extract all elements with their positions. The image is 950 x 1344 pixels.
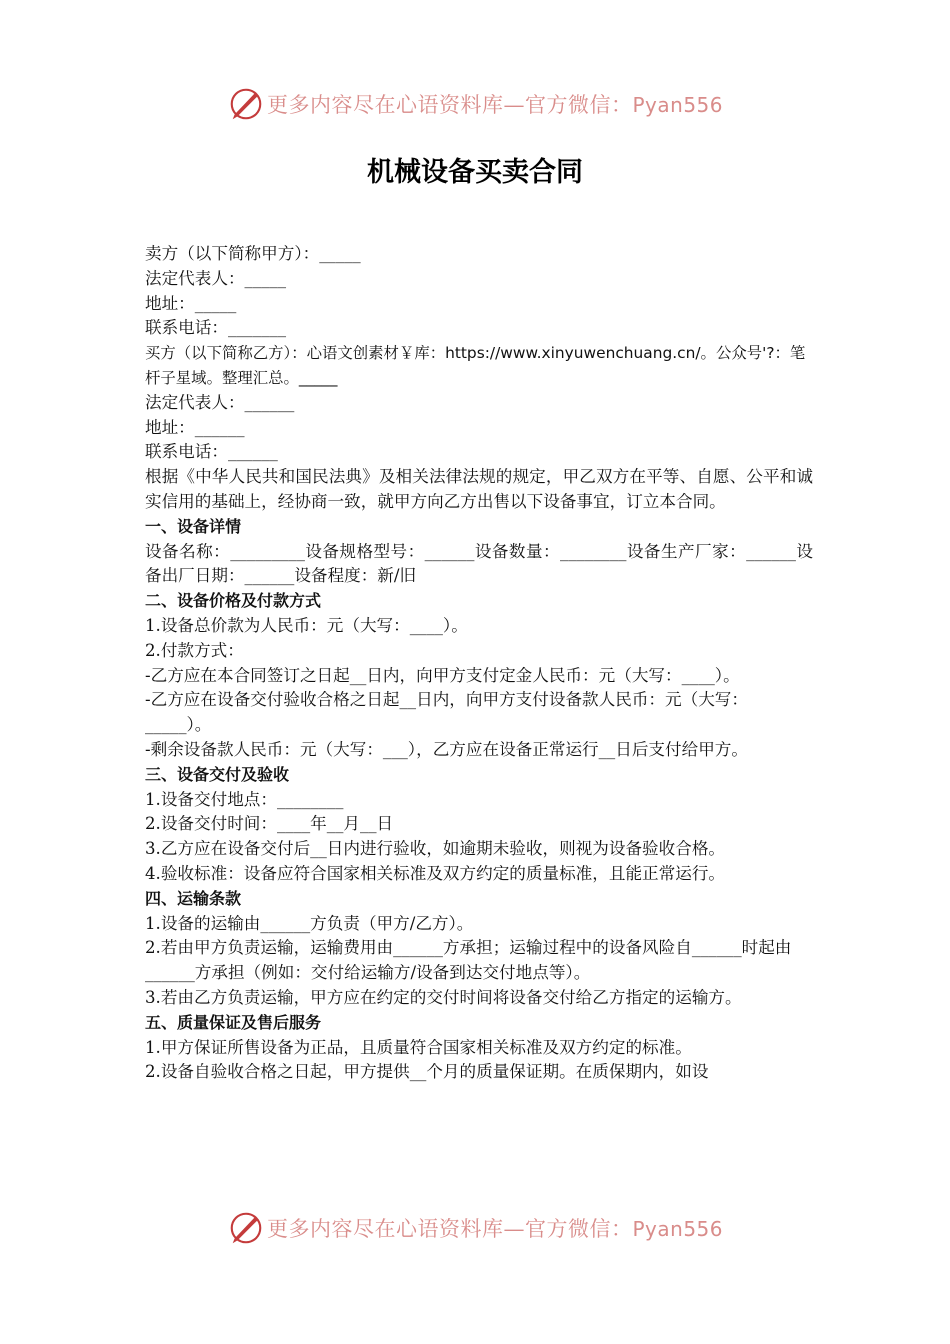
watermark-text: 更多内容尽在心语资料库—官方微信：Pyan556 — [266, 1217, 723, 1241]
buyer-address-line: 地址：______ — [145, 417, 245, 437]
clause-paragraph: 2.若由甲方负责运输，运输费用由______方承担；运输过程中的设备风险自______时起由______方承担（例如：交付给运输方/设备到达交付地点等）。 — [145, 938, 792, 983]
section-heading: 一、设备详情 — [145, 516, 242, 536]
clause-paragraph: 2.设备自验收合格之日起，甲方提供__个月的质量保证期。在质保期内，如设 — [145, 1062, 709, 1082]
watermark-footer — [0, 1206, 950, 1250]
section-heading: 二、设备价格及付款方式 — [145, 591, 322, 611]
seller-line: 卖方（以下简称甲方）：_____ — [145, 244, 361, 263]
seller-phone-line: 联系电话：_______ — [145, 318, 287, 338]
section-heading: 三、设备交付及验收 — [145, 764, 290, 784]
clause-paragraph: 设备名称：_________设备规格型号：______设备数量：________设备生产厂家：______设备出厂日期：______设备程度：新/旧 — [145, 541, 813, 586]
clause-paragraph: 3.若由乙方负责运输，甲方应在约定的交付时间将设备交付给乙方指定的运输方。 — [145, 987, 742, 1007]
clause-paragraph: 3.乙方应在设备交付后__日内进行验收，如逾期未验收，则视为设备验收合格。 — [145, 839, 726, 859]
buyer-line: 买方（以下简称乙方）：心语文创素材￥库：https://www.xinyuwenchuang.cn/。公众号'?：笔杆子星域。整理汇总。_____ — [145, 344, 806, 387]
watermark-text: 更多内容尽在心语资料库—官方微信：Pyan556 — [266, 93, 723, 117]
clause-paragraph: 1.设备交付地点：________ — [145, 789, 344, 809]
clause-paragraph: 1.甲方保证所售设备为正品，且质量符合国家相关标准及双方约定的标准。 — [145, 1037, 692, 1057]
seller-address-line: 地址：_____ — [145, 293, 237, 313]
clause-paragraph: -乙方应在设备交付验收合格之日起__日内，向甲方支付设备款人民币：元（大写：_____）。 — [145, 690, 748, 735]
clause-paragraph: -乙方应在本合同签订之日起__日内，向甲方支付定金人民币：元（大写：____）。 — [145, 665, 740, 685]
section-heading: 四、运输条款 — [145, 888, 242, 908]
contract-body — [145, 242, 813, 1085]
clause-paragraph: -剩余设备款人民币：元（大写：___），乙方应在设备正常运行__日后支付给甲方。 — [145, 739, 748, 759]
clause-paragraph: 2.付款方式： — [145, 640, 244, 660]
clause-paragraph: 4.验收标准：设备应符合国家相关标准及双方约定的质量标准，且能正常运行。 — [145, 863, 726, 883]
watermark-header — [0, 82, 950, 126]
clause-paragraph: 1.设备总价款为人民币：元（大写：____）。 — [145, 615, 468, 635]
clause-paragraph: 1.设备的运输由______方负责（甲方/乙方）。 — [145, 913, 474, 933]
buyer-representative-line: 法定代表人：______ — [145, 392, 295, 412]
preamble-paragraph: 根据《中华人民共和国民法典》及相关法律法规的规定，甲乙双方在平等、自愿、公平和诚实信用的基础上，经协商一致，就甲方向乙方出售以下设备事宜，订立本合同。 — [145, 467, 813, 511]
seller-representative-line: 法定代表人：_____ — [145, 268, 287, 288]
pen-logo-icon — [227, 1209, 265, 1247]
buyer-phone-line: 联系电话：______ — [145, 442, 278, 462]
document-title: 机械设备买卖合同 — [367, 157, 583, 188]
pen-logo-icon — [227, 85, 265, 123]
clause-paragraph: 2.设备交付时间：____年__月__日 — [145, 814, 394, 834]
section-heading: 五、质量保证及售后服务 — [145, 1012, 322, 1032]
